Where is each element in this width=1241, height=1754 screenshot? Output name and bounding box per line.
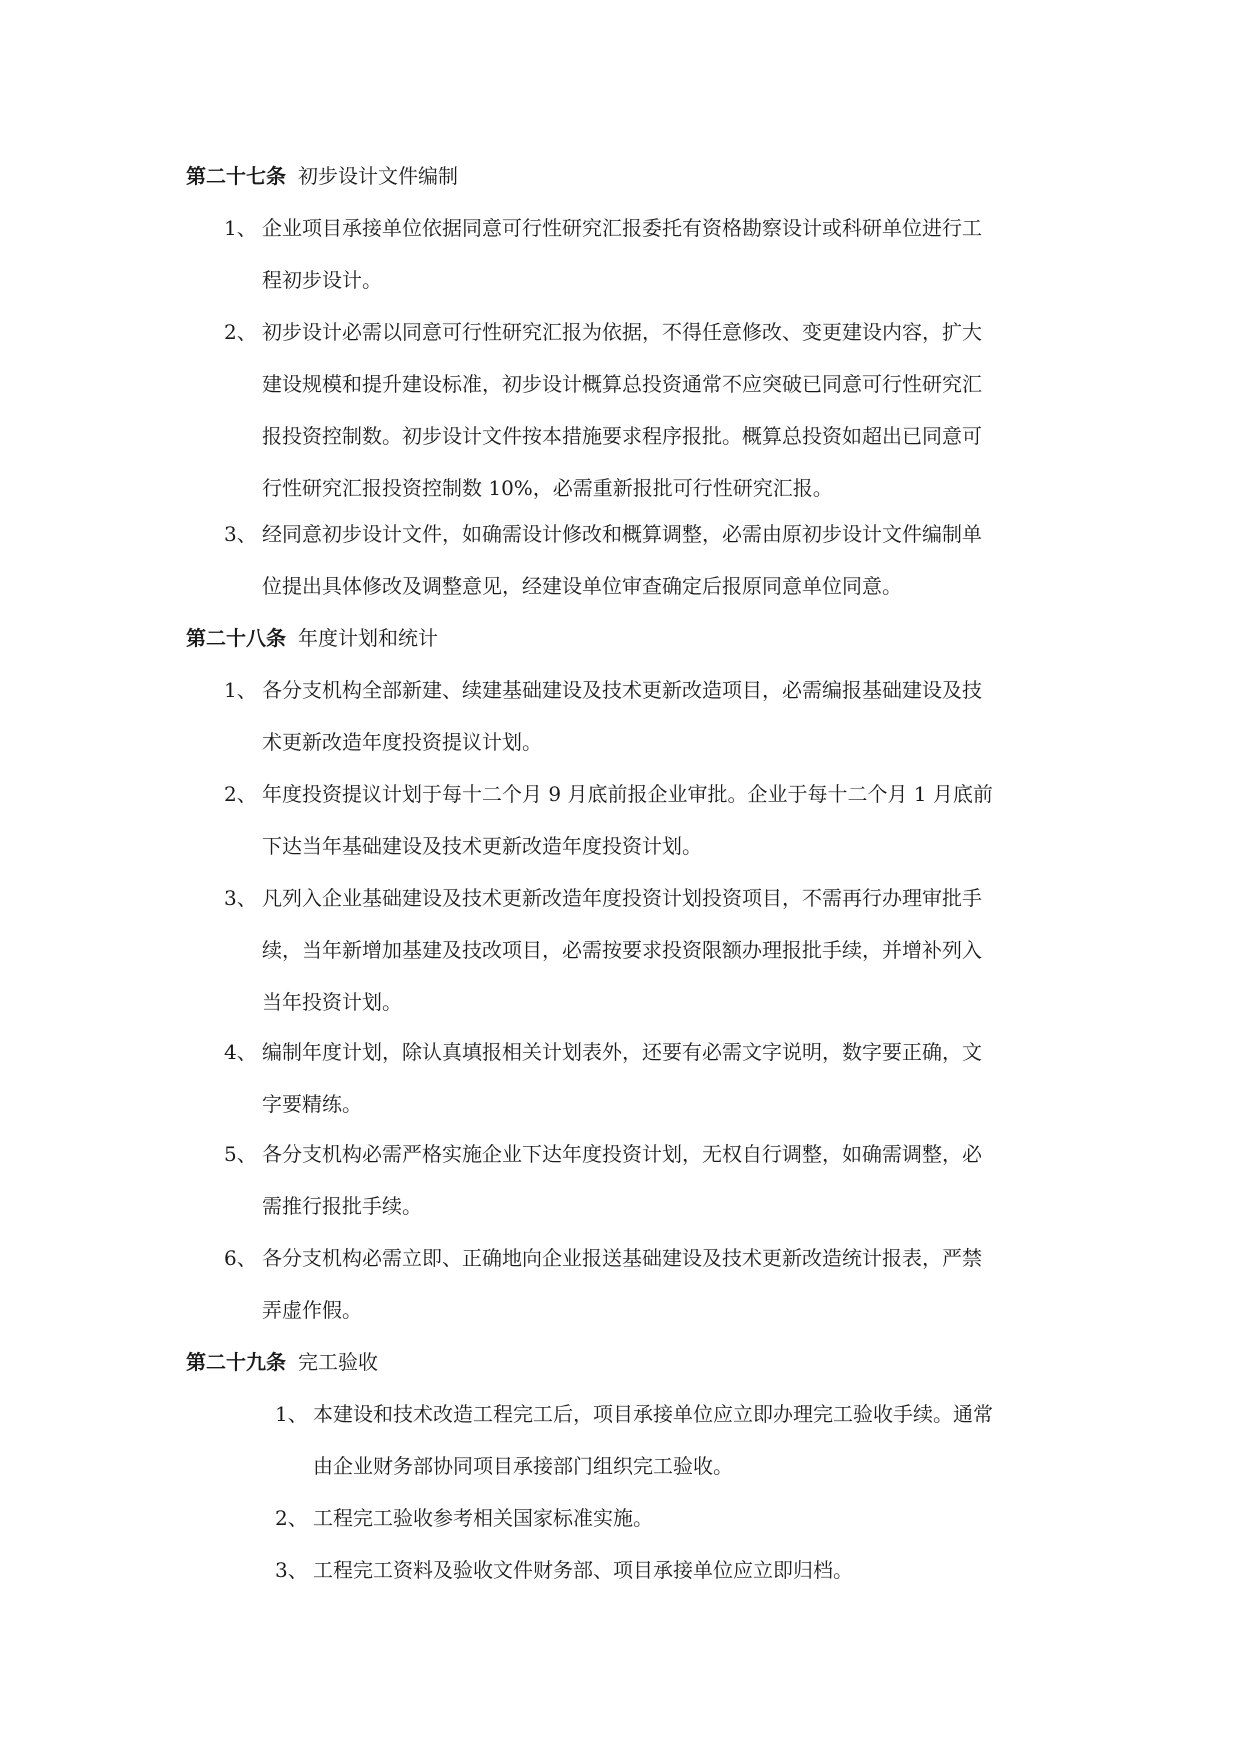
item-number: 4、 (224, 1040, 257, 1064)
item-line: 经同意初步设计文件，如确需设计修改和概算调整，必需由原初步设计文件编制单 (262, 522, 982, 546)
item-line: 由企业财务部协同项目承接部门组织完工验收。 (313, 1454, 733, 1478)
article-title: 年度计划和统计 (298, 626, 438, 650)
list-item (224, 872, 982, 1028)
item-line: 本建设和技术改造工程完工后，项目承接单位应立即办理完工验收手续。通常 (313, 1402, 993, 1426)
article-title: 完工验收 (298, 1350, 378, 1374)
list-item (224, 508, 982, 612)
item-line: 报投资控制数。初步设计文件按本措施要求程序报批。概算总投资如超出已同意可 (262, 424, 982, 448)
list-item (224, 1232, 982, 1336)
item-line: 位提出具体修改及调整意见，经建设单位审查确定后报原同意单位同意。 (262, 574, 902, 598)
item-number: 6、 (224, 1246, 257, 1270)
item-line: 各分支机构必需立即、正确地向企业报送基础建设及技术更新改造统计报表，严禁 (262, 1246, 982, 1270)
item-line: 企业项目承接单位依据同意可行性研究汇报委托有资格勘察设计或科研单位进行工 (262, 216, 982, 240)
item-line: 各分支机构全部新建、续建基础建设及技术更新改造项目，必需编报基础建设及技 (262, 678, 982, 702)
item-number: 2、 (224, 320, 257, 344)
list-item (275, 1544, 853, 1596)
item-line: 弄虚作假。 (262, 1298, 362, 1322)
item-line: 需推行报批手续。 (262, 1194, 422, 1218)
article-number: 第二十九条 (186, 1350, 286, 1374)
item-number: 1、 (275, 1402, 308, 1426)
item-line: 续，当年新增加基建及技改项目，必需按要求投资限额办理报批手续，并增补列入 (262, 938, 982, 962)
article-heading (186, 1342, 378, 1382)
item-number: 1、 (224, 678, 257, 702)
article-number: 第二十七条 (186, 164, 286, 188)
item-line: 编制年度计划，除认真填报相关计划表外，还要有必需文字说明，数字要正确，文 (262, 1040, 982, 1064)
list-item (224, 1128, 982, 1232)
item-line: 初步设计必需以同意可行性研究汇报为依据，不得任意修改、变更建设内容，扩大 (262, 320, 982, 344)
article-heading (186, 156, 458, 196)
item-number: 3、 (224, 886, 257, 910)
list-item (275, 1388, 993, 1492)
item-number: 3、 (275, 1558, 308, 1582)
list-item (224, 1026, 982, 1130)
list-item (275, 1492, 653, 1544)
list-item (224, 202, 982, 306)
list-item (224, 664, 982, 768)
item-line: 当年投资计划。 (262, 990, 402, 1014)
item-line: 各分支机构必需严格实施企业下达年度投资计划，无权自行调整，如确需调整，必 (262, 1142, 982, 1166)
item-number: 2、 (224, 782, 257, 806)
item-number: 2、 (275, 1506, 308, 1530)
list-item (224, 768, 993, 872)
item-line: 建设规模和提升建设标准，初步设计概算总投资通常不应突破已同意可行性研究汇 (262, 372, 982, 396)
item-number: 3、 (224, 522, 257, 546)
article-title: 初步设计文件编制 (298, 164, 458, 188)
item-line: 程初步设计。 (262, 268, 382, 292)
list-item (224, 306, 982, 514)
item-number: 1、 (224, 216, 257, 240)
item-line: 工程完工验收参考相关国家标准实施。 (313, 1506, 653, 1530)
article-number: 第二十八条 (186, 626, 286, 650)
item-number: 5、 (224, 1142, 257, 1166)
item-line: 术更新改造年度投资提议计划。 (262, 730, 542, 754)
article-heading (186, 618, 438, 658)
item-line: 下达当年基础建设及技术更新改造年度投资计划。 (262, 834, 702, 858)
item-line: 凡列入企业基础建设及技术更新改造年度投资计划投资项目，不需再行办理审批手 (262, 886, 982, 910)
item-line: 行性研究汇报投资控制数 10%，必需重新报批可行性研究汇报。 (262, 476, 833, 500)
item-line: 字要精练。 (262, 1092, 362, 1116)
item-line: 年度投资提议计划于每十二个月 9 月底前报企业审批。企业于每十二个月 1 月底前 (262, 782, 993, 806)
item-line: 工程完工资料及验收文件财务部、项目承接单位应立即归档。 (313, 1558, 853, 1582)
